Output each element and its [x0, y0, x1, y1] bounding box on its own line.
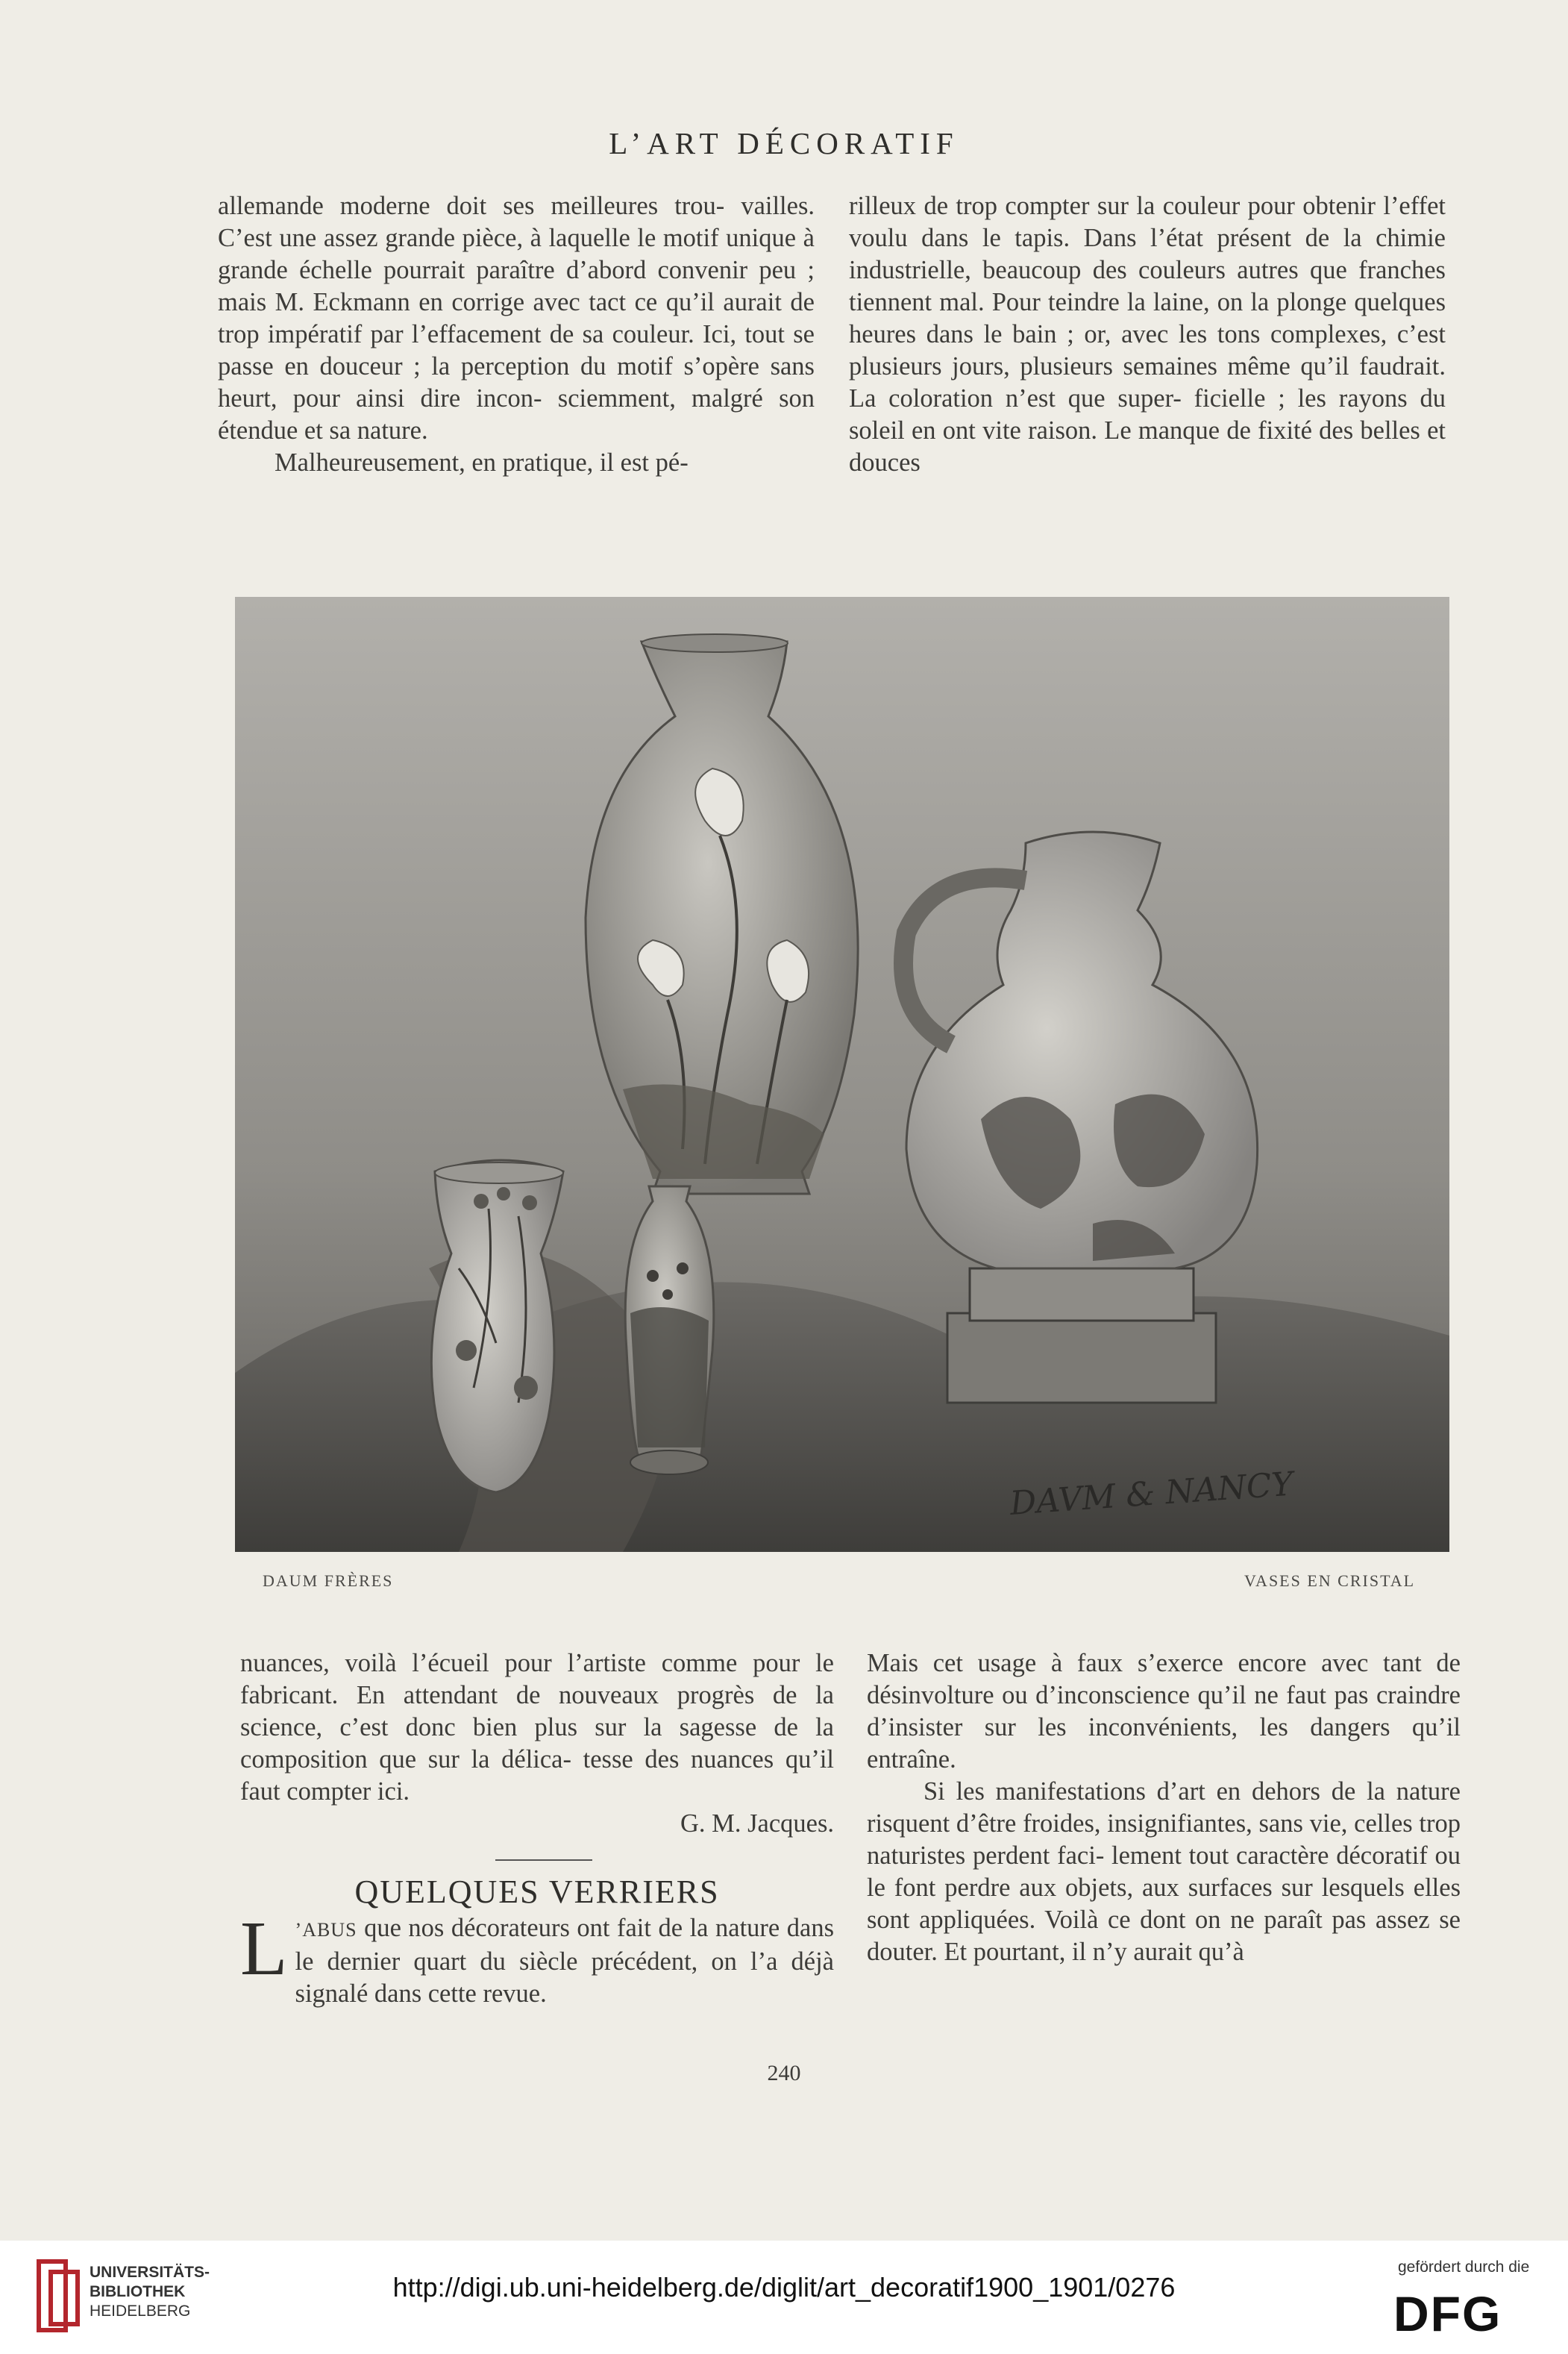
library-line: UNIVERSITÄTS-	[90, 2264, 210, 2281]
paragraph: Malheureusement, en pratique, il est pé-	[275, 448, 689, 477]
section-title: QUELQUES VERRIERS	[354, 1874, 720, 1910]
page-number: 240	[767, 2061, 801, 2085]
library-line: BIBLIOTHEK	[90, 2283, 186, 2300]
permalink-url[interactable]: http://digi.ub.uni-heidelberg.de/diglit/art_decoratif1900_1901/0276	[392, 2272, 1176, 2303]
small-vase	[625, 1186, 714, 1474]
library-line: HEIDELBERG	[90, 2303, 191, 2320]
drop-cap: L	[240, 1906, 288, 1991]
running-title: L’ART DÉCORATIF	[609, 126, 959, 160]
text-column-top-left	[218, 190, 815, 479]
paragraph: nuances, voilà l’écueil pour l’artiste comme pour le fabricant. En attendant de nouveaux progrès de la science, c’est donc bien plus sur la sagesse de la composition que sur la délica- tesse des nuances qu’il faut compter ici.	[240, 1649, 834, 1806]
lead-small-caps: ’ABUS	[295, 1919, 357, 1941]
section-divider	[495, 1859, 592, 1861]
paragraph: que nos décorateurs ont fait de la nature dans le dernier quart du siècle précédent, on l’a déjà signalé dans cette revue.	[295, 1914, 834, 2008]
funding-caption: gefördert durch die	[1398, 2258, 1530, 2276]
caption-right: VASES EN CRISTAL	[1244, 1571, 1416, 1590]
vases-illustration	[235, 597, 1449, 1552]
footer-bar	[0, 2241, 1568, 2354]
artist-signature: DAVM & NANCY	[1009, 1465, 1295, 1523]
text-column-top-right	[849, 190, 1446, 479]
caption-left: DAUM FRÈRES	[263, 1571, 394, 1590]
vase-photograph	[235, 597, 1449, 1552]
paragraph: rilleux de trop compter sur la couleur pour obtenir l’effet voulu dans le tapis. Dans l’état présent de la chimie industrielle, beaucoup des couleurs autres que franches tiennent mal. Pour teindre la laine, on la plonge quelques heures dans le bain ; or, avec les tons complexes, c’est plusieurs jours, plusieurs semaines même qu’il faudrait. La coloration n’est que super- ficielle ; les rayons du soleil en ont vite raison. Le manque de fixité des belles et douces	[849, 192, 1446, 477]
dfg-logo: DFG	[1393, 2286, 1502, 2341]
author-signature: G. M. Jacques.	[680, 1809, 834, 1838]
text-column-bottom-right	[867, 1647, 1461, 1968]
paragraph: Si les manifestations d’art en dehors de la nature risquent d’être froides, insignifiantes, sans vie, celles trop naturistes perdent faci- lement tout caractère décoratif ou le font perdre aux objets, aux surfaces sur lesquels elles sont appliquées. Voilà ce dont on ne paraît pas assez se douter. Et pourtant, il n’y aurait qu’à	[867, 1777, 1461, 1966]
paragraph: allemande moderne doit ses meilleures trou- vailles. C’est une assez grande pièce, à laquelle le motif unique à grande échelle pourrait paraître d’abord convenir peu ; mais M. Eckmann en corrige avec tact ce qu’il aurait de trop impératif par l’effacement de sa couleur. Ici, tout se passe en douceur ; la perception du motif s’opère sans heurt, pour ainsi dire incon- sciemment, malgré son étendue et sa nature.	[218, 192, 815, 445]
text-column-bottom-left	[240, 1647, 834, 2010]
paragraph: Mais cet usage à faux s’exerce encore avec tant de désinvolture ou d’inconscience qu’il ne faut pas craindre d’insister sur les inconvénients, les dangers qu’il entraîne.	[867, 1649, 1461, 1774]
